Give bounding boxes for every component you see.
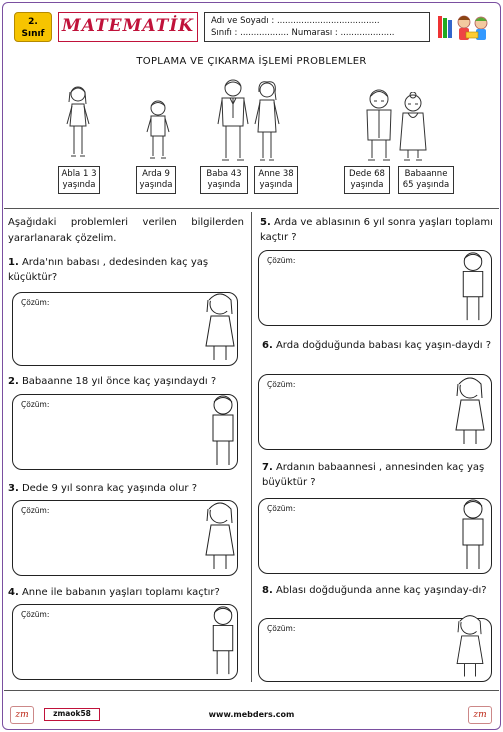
age-box-father bbox=[200, 166, 248, 194]
question-text: Dede 9 yıl sonra kaç yaşında olur ? bbox=[18, 483, 198, 494]
father-figure bbox=[216, 78, 250, 164]
sister-figure bbox=[62, 84, 94, 164]
question-number: 7. bbox=[262, 462, 273, 473]
grade-unit: Sınıf bbox=[21, 29, 45, 39]
footer-logo-right: zm bbox=[468, 706, 492, 724]
question-number: 2. bbox=[8, 376, 19, 387]
boy-drawing bbox=[456, 497, 490, 575]
solution-box-2[interactable] bbox=[12, 394, 238, 470]
age-box-sister bbox=[58, 166, 100, 194]
kids-reading-icon bbox=[434, 10, 494, 44]
student-info-box bbox=[204, 12, 430, 42]
question-text: Anne ile babanın yaşları toplamı kaçtır? bbox=[18, 587, 220, 598]
age-label: 65 yaşında bbox=[402, 180, 450, 190]
age-label: Baba 43 bbox=[206, 169, 242, 179]
solution-label: Çözüm: bbox=[267, 256, 296, 265]
girl-drawing bbox=[200, 290, 240, 366]
question-number: 6. bbox=[262, 340, 273, 351]
worksheet-heading: TOPLAMA VE ÇIKARMA İŞLEMİ PROBLEMLER bbox=[136, 56, 367, 67]
question-number: 3. bbox=[8, 483, 19, 494]
name-field[interactable]: Adı ve Soyadı : ...................................... bbox=[211, 16, 380, 26]
age-label: yaşında bbox=[350, 180, 384, 190]
grandmother-figure bbox=[396, 92, 430, 164]
question-text: Ablası doğduğunda anne kaç yaşınday-dı? bbox=[272, 585, 487, 596]
grade-badge bbox=[14, 12, 52, 42]
question-text: Babaanne 18 yıl önce kaç yaşındaydı ? bbox=[18, 376, 217, 387]
question-text: Arda'nın babası , dedesinden kaç yaş küçüktür? bbox=[8, 257, 209, 283]
solution-label: Çözüm: bbox=[21, 610, 50, 619]
age-box-grandfather bbox=[344, 166, 390, 194]
age-box-arda bbox=[136, 166, 176, 194]
girl-drawing bbox=[450, 374, 490, 450]
question-2 bbox=[8, 374, 248, 389]
age-label: Anne 38 bbox=[258, 169, 294, 179]
question-number: 1. bbox=[8, 257, 19, 268]
subject-title: MATEMATİK bbox=[61, 16, 195, 36]
question-5 bbox=[260, 215, 494, 245]
mother-figure bbox=[252, 80, 282, 164]
solution-label: Çözüm: bbox=[21, 298, 50, 307]
arda-figure bbox=[144, 98, 172, 164]
grandfather-figure bbox=[362, 88, 396, 164]
question-4 bbox=[8, 585, 250, 600]
girl-drawing bbox=[450, 612, 490, 682]
instructions: Aşağıdaki problemleri verilen bilgilerden yararlanarak çözelim. bbox=[8, 217, 244, 244]
column-divider bbox=[251, 212, 252, 682]
age-label: Dede 68 bbox=[349, 169, 385, 179]
question-number: 8. bbox=[262, 585, 273, 596]
age-box-mother bbox=[254, 166, 298, 194]
solution-label: Çözüm: bbox=[267, 504, 296, 513]
divider-bottom bbox=[4, 690, 499, 691]
footer-logo-left: zm bbox=[10, 706, 34, 724]
solution-box-4[interactable] bbox=[12, 604, 238, 680]
grade-number: 2. bbox=[28, 17, 38, 27]
age-label: Arda 9 bbox=[142, 169, 170, 179]
question-number: 4. bbox=[8, 587, 19, 598]
question-text: Ardanın babaannesi , annesinden kaç yaş büyüktür ? bbox=[262, 462, 485, 488]
age-box-grandmother bbox=[398, 166, 454, 194]
age-label: Babaanne bbox=[404, 169, 448, 179]
subject-title-box bbox=[58, 12, 198, 42]
question-number: 5. bbox=[260, 217, 271, 228]
question-text: Arda doğduğunda babası kaç yaşın-daydı ? bbox=[272, 340, 492, 351]
age-label: yaşında bbox=[139, 180, 173, 190]
question-8 bbox=[262, 583, 494, 598]
question-3 bbox=[8, 481, 248, 496]
boy-drawing bbox=[206, 604, 240, 680]
girl-drawing bbox=[200, 499, 240, 575]
divider-top bbox=[4, 208, 499, 209]
question-1 bbox=[8, 255, 244, 285]
solution-label: Çözüm: bbox=[267, 624, 296, 633]
class-number-field[interactable]: Sınıfı : .................. Numarası : .................... bbox=[211, 28, 395, 38]
age-label: yaşında bbox=[62, 180, 96, 190]
age-label: yaşında bbox=[259, 180, 293, 190]
solution-label: Çözüm: bbox=[21, 400, 50, 409]
age-label: Abla 1 3 bbox=[61, 169, 97, 179]
footer-code: zmaok58 bbox=[44, 708, 100, 721]
age-label: yaşında bbox=[207, 180, 241, 190]
question-7 bbox=[262, 460, 494, 490]
solution-label: Çözüm: bbox=[21, 506, 50, 515]
solution-label: Çözüm: bbox=[267, 380, 296, 389]
question-6 bbox=[262, 338, 494, 353]
boy-drawing bbox=[456, 250, 490, 326]
boy-drawing bbox=[206, 393, 240, 471]
question-text: Arda ve ablasının 6 yıl sonra yaşları toplamı kaçtır ? bbox=[260, 217, 493, 243]
footer-website[interactable]: www.mebders.com bbox=[208, 710, 295, 719]
